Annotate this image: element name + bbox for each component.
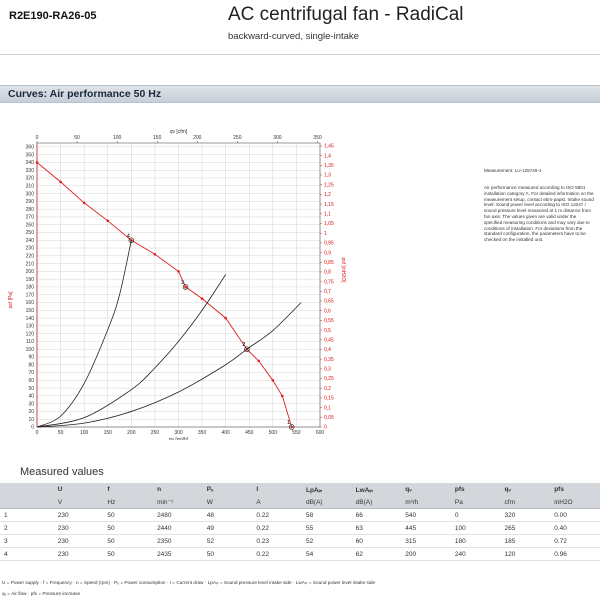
y-tick-label: 220 — [25, 253, 34, 260]
table-header-symbols-cell: LwAᵢₙ — [352, 483, 402, 496]
table-header-units — [0, 496, 600, 509]
table-row-cell: 0.96 — [550, 548, 600, 561]
fan-curve-point — [184, 286, 187, 289]
y-tick-label: 260 — [25, 222, 34, 229]
table-row-cell: 0.22 — [252, 522, 302, 535]
right-tick-label: 0,1 — [324, 405, 331, 412]
table-row-cell: 0.72 — [550, 535, 600, 548]
table-row-cell: 0 — [451, 509, 501, 522]
right-tick-label: 0,6 — [324, 308, 331, 315]
x-tick-label: 150 — [103, 430, 112, 436]
measurement-id: Measurement: LU-125749-1 — [484, 168, 542, 173]
left-axis-title: psf [Pa] — [8, 291, 14, 309]
right-tick-label: 0,7 — [324, 289, 331, 296]
top-tick-label: 100 — [112, 135, 122, 141]
table-row-cell: 320 — [501, 509, 551, 522]
x-tick-label: 400 — [221, 430, 230, 436]
fan-curve-point — [290, 426, 293, 429]
y-tick-label: 290 — [25, 199, 34, 206]
x-tick-label: 500 — [268, 430, 278, 436]
table-row-cell: 4 — [0, 548, 54, 561]
y-tick-label: 60 — [28, 378, 34, 385]
table-header-units-cell: inH2O — [550, 496, 600, 509]
measurement-note: Air performance measured according to ISO 5801 installation category A. For detailed information on the measurement setup, contact ebm-papst. Intake sound level: Sound power level according to ISO 13347 / sound pressure level measured at 1 m distance from fan axis. The values given are valid under the specified measuring conditions and may vary due to conditions of installation. For deviations from the standard configuration, the parameters have to be checked on the installed unit. — [484, 185, 594, 243]
table-header-units-cell: m³/h — [401, 496, 451, 509]
right-tick-label: 1,4 — [324, 153, 331, 160]
table-header-symbols-cell: f — [103, 483, 153, 496]
right-tick-label: 0 — [324, 424, 327, 431]
table-row-cell: 0.22 — [252, 548, 302, 561]
table-row-cell: 230 — [54, 535, 104, 548]
top-tick-label: 150 — [153, 135, 162, 141]
table-header-units-cell: V — [54, 496, 104, 509]
y-tick-label: 210 — [25, 261, 34, 268]
fan-curve-point — [281, 395, 284, 398]
y-tick-label: 120 — [25, 331, 34, 338]
table-row-cell: 0.22 — [252, 509, 302, 522]
y-tick-label: 340 — [25, 160, 34, 167]
table-row — [0, 548, 600, 561]
y-tick-label: 20 — [28, 409, 34, 416]
fan-curve-point — [201, 297, 204, 300]
y-tick-label: 190 — [25, 276, 34, 283]
y-tick-label: 310 — [25, 183, 34, 190]
table-row-cell: 54 — [302, 548, 352, 561]
table-header-units-cell — [0, 496, 54, 509]
table-row-cell: 0.23 — [252, 535, 302, 548]
right-tick-label: 0,85 — [324, 259, 334, 266]
table-header-symbols-cell: I — [252, 483, 302, 496]
right-tick-label: 1,35 — [324, 163, 334, 170]
x-tick-label: 50 — [57, 430, 64, 436]
y-tick-label: 30 — [28, 401, 34, 408]
page-subtitle: backward-curved, single-intake — [228, 31, 359, 42]
x-tick-label: 550 — [292, 430, 301, 436]
table-row-cell: 60 — [352, 535, 402, 548]
table-header-symbols-cell: qᵥ — [401, 483, 451, 496]
x-tick-label: 200 — [127, 430, 136, 436]
table-header-units-cell: dB(A) — [352, 496, 402, 509]
table-header-units-cell: Hz — [103, 496, 153, 509]
table-row-cell: 50 — [103, 535, 153, 548]
y-tick-label: 360 — [25, 144, 34, 151]
right-tick-label: 0,9 — [324, 250, 331, 257]
x-tick-label: 0 — [35, 430, 39, 436]
fan-curve-point — [177, 270, 180, 273]
y-tick-label: 140 — [25, 315, 34, 322]
y-tick-label: 240 — [25, 237, 34, 244]
table-row — [0, 535, 600, 548]
y-tick-label: 50 — [28, 385, 34, 392]
top-tick-label: 300 — [273, 135, 282, 141]
y-tick-label: 40 — [28, 393, 34, 400]
measured-values-title: Measured values — [20, 466, 104, 478]
table-row-cell: 49 — [203, 522, 253, 535]
table-row — [0, 522, 600, 535]
table-header-symbols-cell: n — [153, 483, 203, 496]
right-tick-label: 0,45 — [324, 337, 334, 344]
y-tick-label: 280 — [25, 206, 34, 213]
table-header-units-cell: Pa — [451, 496, 501, 509]
table-row-cell: 230 — [54, 509, 104, 522]
table-row-cell: 2435 — [153, 548, 203, 561]
table-header-units-cell: min⁻¹ — [153, 496, 203, 509]
right-tick-label: 0,5 — [324, 327, 331, 334]
table-row-cell: 100 — [451, 522, 501, 535]
table-row-cell: 50 — [103, 522, 153, 535]
table-row-cell: 48 — [203, 509, 253, 522]
table-header-symbols-cell: pfs — [451, 483, 501, 496]
right-tick-label: 0,8 — [324, 269, 331, 276]
measured-values-table — [0, 483, 600, 561]
x-tick-label: 250 — [150, 430, 160, 436]
table-row-cell: 445 — [401, 522, 451, 535]
table-row — [0, 509, 600, 522]
fan-curve-point — [224, 317, 227, 320]
y-tick-label: 250 — [25, 230, 34, 237]
right-tick-label: 0,3 — [324, 366, 331, 373]
fan-curve-point — [59, 181, 62, 184]
fan-curve-point — [36, 161, 39, 164]
table-row-cell: 540 — [401, 509, 451, 522]
table-row-cell: 50 — [103, 509, 153, 522]
table-row-cell: 0.40 — [550, 522, 600, 535]
right-tick-label: 0,75 — [324, 279, 334, 286]
x-tick-label: 350 — [197, 430, 207, 436]
y-tick-label: 10 — [28, 416, 34, 423]
table-header-symbols-cell: LpAᵢₙ — [302, 483, 352, 496]
y-tick-label: 70 — [28, 370, 34, 377]
top-tick-label: 200 — [193, 135, 202, 141]
y-tick-label: 350 — [25, 152, 34, 159]
right-tick-label: 1,45 — [324, 143, 334, 150]
right-tick-label: 1,25 — [324, 182, 334, 189]
chart-svg — [0, 120, 350, 440]
y-tick-label: 90 — [28, 354, 34, 361]
right-axis-title: psf [inH2O] — [340, 257, 346, 283]
section-title: Curves: Air performance 50 Hz — [8, 88, 162, 100]
y-tick-label: 150 — [25, 307, 34, 314]
table-header-units-cell: cfm — [501, 496, 551, 509]
table-header-units-cell: W — [203, 496, 253, 509]
y-tick-label: 170 — [25, 292, 34, 299]
bottom-axis-title: qv [m³/h] — [168, 437, 189, 440]
table-row-cell: 230 — [54, 548, 104, 561]
table-row-cell: 63 — [352, 522, 402, 535]
operating-point-label: 4 — [126, 233, 130, 240]
table-header-symbols-cell — [0, 483, 54, 496]
operating-point-label: 2 — [242, 342, 246, 349]
x-tick-label: 600 — [315, 430, 325, 436]
fan-curve-point — [154, 253, 157, 256]
table-row-cell: 2 — [0, 522, 54, 535]
fan-curve-point — [106, 220, 109, 223]
table-row-cell: 50 — [103, 548, 153, 561]
table-row-cell: 66 — [352, 509, 402, 522]
right-tick-label: 1,2 — [324, 192, 331, 199]
y-tick-label: 330 — [25, 167, 34, 174]
x-tick-label: 300 — [174, 430, 183, 436]
table-row-cell: 230 — [54, 522, 104, 535]
table-row-cell: 3 — [0, 535, 54, 548]
model-number: R2E190-RA26-05 — [9, 10, 97, 22]
x-tick-label: 450 — [245, 430, 254, 436]
right-tick-label: 1 — [324, 230, 327, 237]
x-tick-label: 100 — [79, 430, 89, 436]
right-tick-label: 0,05 — [324, 415, 334, 422]
right-tick-label: 0,55 — [324, 318, 334, 325]
top-tick-label: 50 — [74, 135, 80, 141]
y-tick-label: 270 — [25, 214, 34, 221]
table-row-cell: 200 — [401, 548, 451, 561]
operating-point-label: 1 — [287, 420, 291, 426]
performance-chart — [0, 120, 350, 440]
y-tick-label: 0 — [31, 424, 34, 431]
top-tick-label: 0 — [35, 135, 39, 141]
header-divider — [0, 54, 600, 55]
table-row-cell: 0.00 — [550, 509, 600, 522]
fan-curve-point — [83, 202, 86, 205]
y-tick-label: 130 — [25, 323, 34, 330]
table-row-cell: 50 — [203, 548, 253, 561]
y-tick-label: 230 — [25, 245, 34, 252]
table-row-cell: 2480 — [153, 509, 203, 522]
table-row-cell: 240 — [451, 548, 501, 561]
table-header-symbols — [0, 483, 600, 496]
y-tick-label: 300 — [25, 191, 34, 198]
y-tick-label: 100 — [25, 346, 34, 353]
y-tick-label: 320 — [25, 175, 34, 182]
table-row-cell: 315 — [401, 535, 451, 548]
table-header-units-cell: A — [252, 496, 302, 509]
page-title: AC centrifugal fan - RadiCal — [228, 4, 464, 25]
table-header-symbols-cell: Pₑ — [203, 483, 253, 496]
y-tick-label: 80 — [28, 362, 34, 369]
section-header-bar — [0, 85, 600, 103]
right-tick-label: 0,25 — [324, 376, 334, 383]
table-row-cell: 185 — [501, 535, 551, 548]
table-header-symbols-cell: U — [54, 483, 104, 496]
right-tick-label: 1,15 — [324, 201, 334, 208]
right-tick-label: 0,35 — [324, 356, 334, 363]
table-row-cell: 52 — [302, 535, 352, 548]
y-tick-label: 110 — [26, 339, 34, 346]
fan-curve-point — [257, 360, 260, 363]
right-tick-label: 0,4 — [324, 347, 331, 354]
table-row-cell: 2440 — [153, 522, 203, 535]
y-tick-label: 200 — [25, 269, 34, 276]
table-header-units-cell: dB(A) — [302, 496, 352, 509]
table-row-cell: 2350 — [153, 535, 203, 548]
table-header-symbols-cell: pfs — [550, 483, 600, 496]
right-tick-label: 1,05 — [324, 221, 334, 228]
right-tick-label: 0,2 — [324, 385, 331, 392]
operating-point-label: 3 — [181, 279, 184, 286]
table-header-symbols-cell: qᵥ — [501, 483, 551, 496]
table-row-cell: 62 — [352, 548, 402, 561]
right-tick-label: 1,3 — [324, 172, 331, 179]
table-row-cell: 58 — [302, 509, 352, 522]
top-axis-title: qv [cfm] — [169, 129, 188, 135]
top-tick-label: 250 — [233, 135, 242, 141]
y-tick-label: 160 — [25, 300, 34, 307]
right-tick-label: 1,1 — [324, 211, 331, 218]
right-tick-label: 0,95 — [324, 240, 334, 247]
fan-curve-point — [272, 379, 275, 382]
table-row-cell: 1 — [0, 509, 54, 522]
table-row-cell: 55 — [302, 522, 352, 535]
legend-line-1: U = Power supply · f = Frequency · n = Speed (rpm) · Pₑ = Power consumption · I = Current draw · LpAᵢₙ = Sound pressure level intake side · LwAᵢₙ = Sound power level intake side — [2, 580, 376, 585]
legend-line-2: qᵥ = Air flow · pfs = Pressure increase — [2, 591, 81, 596]
table-row-cell: 180 — [451, 535, 501, 548]
table-row-cell: 265 — [501, 522, 551, 535]
table-row-cell: 52 — [203, 535, 253, 548]
right-tick-label: 0,15 — [324, 395, 334, 402]
top-tick-label: 350 — [313, 135, 322, 141]
right-tick-label: 0,65 — [324, 298, 334, 305]
table-row-cell: 120 — [501, 548, 551, 561]
y-tick-label: 180 — [25, 284, 34, 291]
